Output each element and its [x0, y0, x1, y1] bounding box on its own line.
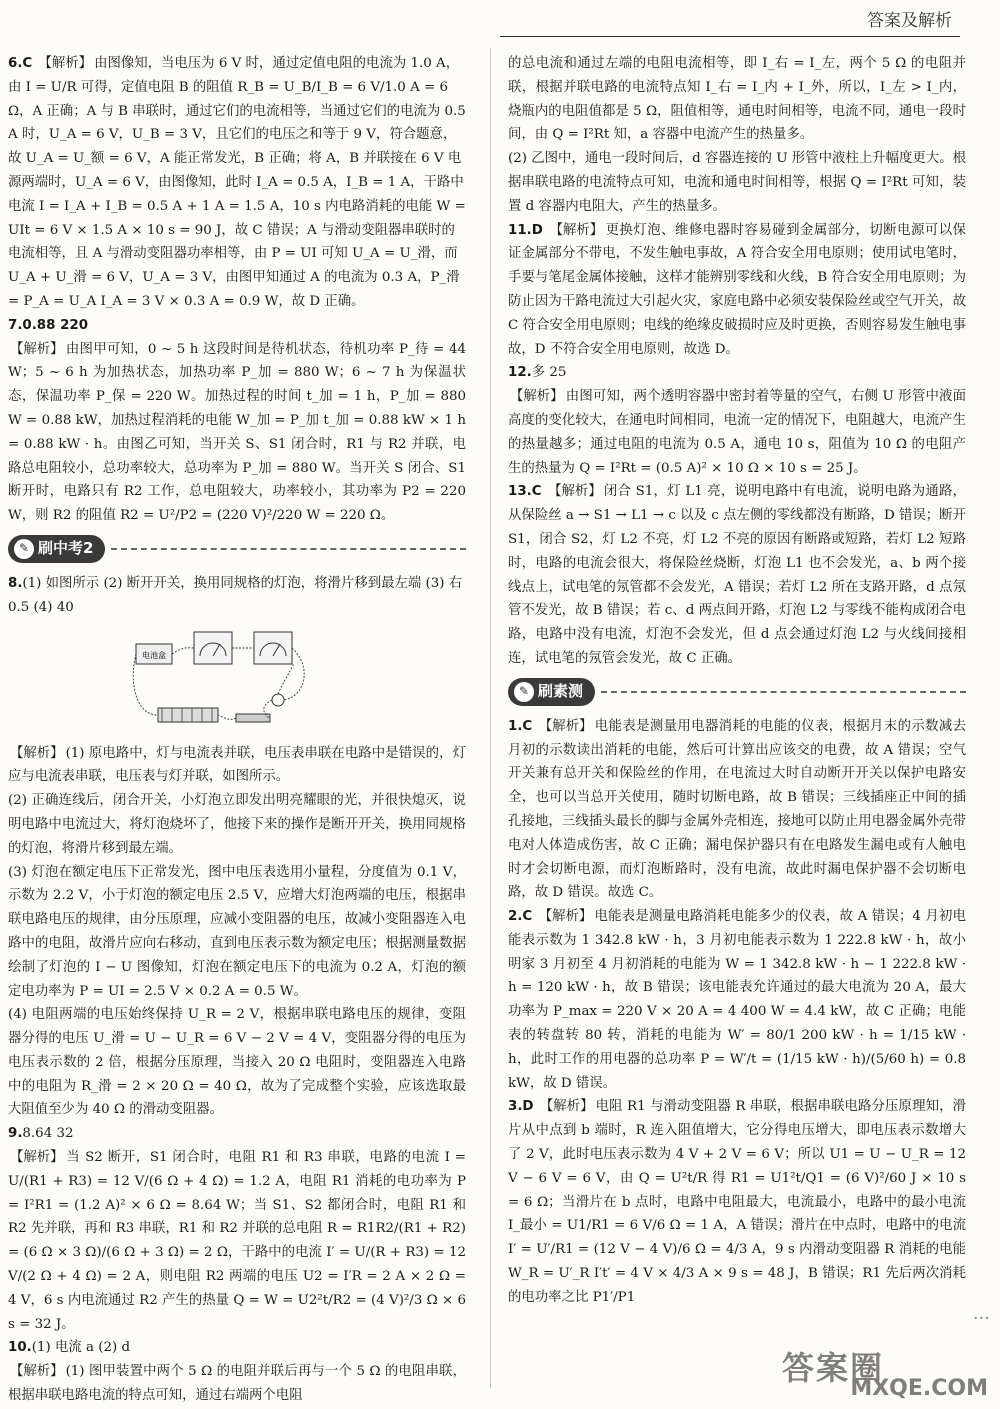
suce-question-1 — [508, 715, 966, 905]
analysis-text: 由图像知，当电压为 6 V 时，通过定值电阻的电流为 1.0 A，由 I = U/R 可得，定值电阻 B 的阻值 R_B = U_B/I_B = 6 V/1.0 A = 6 Ω，A 正确；A 与 B 串联时，通过它们的电流相等，当通过它们的电流为 0.5 A 时，U_A = 6 V，U_B = 3 V，且它们的电压之和等于 9 V，符合题意，故 U_A = U_额 = 6 V，A 能正常发光，B 正确；将 A，B 并联接在 6 V 电源两端时，U_A = 6 V，由图像知，此时 I_A = 0.5 A，I_B = 1 A，干路中电流 I = I_A + I_B = 0.5 A + 1 A = 1.5 A，10 s 内电路消耗的电能 W = UIt = 6 V × 1.5 A × 10 s = 90 J，故 C 错误；A 与滑动变阻器串联时的电流相等，且 A 与滑动变阻器功率相等，由 P = UI 可知 U_A = U_滑，而 U_A + U_滑 = 6 V，U_A = 3 V，由图甲知通过 A 的电流为 0.3 A，P_滑 = P_A = U_A I_A = 3 V × 0.3 A = 0.9 W，故 D 正确。 — [8, 56, 466, 309]
analysis-text: (2) 正确连线后，闭合开关，小灯泡立即发出明亮耀眼的光，并很快熄灭，说明电路中电流过大，将灯泡烧坏了，他接下来的操作是断开开关，换用同规格的灯泡，将滑片移到最左端。 — [8, 793, 466, 856]
analysis-text: 电阻 R1 与滑动变阻器 R 串联，根据串联电路分压原理知，滑片从中点到 b 端时，R 连入阻值增大，它分得电压增大，即电压表示数增大了 2 V，此时电压表示数为 4 V + 2 V = 6 V；所以 U1 = U − U_R = 12 V − 6 V = 6 V，由 Q = U²t/R 得 R1 = U1²t/Q1 = (6 V)²/60 J × 10 s = 6 Ω；当滑片在 b 点时，电路中电阻最大，电流最小，电路中的最小电流 I_最小 = U1/R1 = 6 V/6 Ω = 1 A，A 错误；滑片在中点时，电路中的电流 I′ = U′/R1 = (12 V − 4 V)/6 Ω = 4/3 A，9 s 内滑动变阻器 R 消耗的电能 W_R = U′_R I′t′ = 4 V × 4/3 A × 9 s = 48 J，B 错误；R1 先后两次消耗的电功率之比 P1′/P1 — [508, 1099, 966, 1305]
question-number: 1. — [508, 718, 523, 734]
section-banner-suce — [508, 677, 966, 707]
analysis-text: (1) 原电路中，灯与电流表并联，电压表串联在电路中是错误的，灯应与电流表串联，电压表与灯并联，如图所示。 — [8, 745, 466, 785]
question-number: 12. — [508, 365, 532, 381]
analysis-tag: 【解析】 — [38, 56, 93, 71]
banner-label — [508, 678, 595, 706]
page-dots: ··· — [972, 1308, 990, 1329]
answer-letter: D — [531, 222, 543, 238]
question-8-analysis — [8, 742, 466, 790]
analysis-tag: 【解析】 — [10, 341, 64, 357]
pencil-icon: ✎ — [514, 682, 534, 702]
question-number: 11. — [508, 222, 532, 238]
battery-box-label: 电池盒 — [142, 650, 166, 660]
watermark-logo-text: 答案圈 — [782, 1349, 885, 1387]
question-number: 3. — [508, 1099, 523, 1115]
question-6 — [8, 52, 466, 314]
answer-text: (1) 电流 a (2) d — [31, 1340, 131, 1356]
suce-question-2 — [508, 905, 966, 1095]
analysis-tag: 【解析】 — [538, 718, 593, 734]
banner-text: 刷中考2 — [38, 539, 94, 558]
question-number: 8. — [8, 575, 23, 591]
circuit-diagram — [128, 626, 318, 736]
analysis-tag: 【解析】 — [548, 484, 602, 500]
analysis-tag: 【解析】 — [10, 1364, 64, 1380]
left-column — [8, 52, 466, 1408]
banner-label — [8, 535, 105, 563]
analysis-text: (1) 图甲装置中两个 5 Ω 的电阻并联后再与一个 5 Ω 的电阻串联，根据串联电路电流的特点可知，通过右端两个电阻 — [8, 1364, 466, 1404]
question-8 — [8, 572, 466, 620]
analysis-text: 当 S2 断开，S1 闭合时，电阻 R1 和 R3 串联，电路的电流 I = U/(R1 + R3) = 12 V/(6 Ω + 4 Ω) = 1.2 A，电阻 R1 消耗的电功率为 P = I²R1 = (1.2 A)² × 6 Ω = 8.64 W；当 S1、S2 都闭合时，电阻 R1 和 R2 先并联，再和 R3 串联，R1 和 R2 并联的总电阻 R = R1R2/(R1 + R2) = (6 Ω × 3 Ω)/(6 Ω + 3 Ω) = 2 Ω，干路中的电流 I′ = U/(R + R3) = 12 V/(2 Ω + 4 Ω) = 2 A，则电阻 R2 两端的电压 U2 = I′R = 2 A × 2 Ω = 4 V，6 s 内电流通过 R2 产生的热量 Q = W = U2²t/R2 = (4 V)²/3 Ω × 6 s = 32 J。 — [8, 1150, 466, 1332]
analysis-text: (4) 电阻两端的电压始终保持 U_R = 2 V，根据串联电路电压的规律，变阻器分得的电压 U_滑 = U − U_R = 6 V − 2 V = 4 V，变阻器分得的电压为电压表示数的 2 倍，根据分压原理，当接入 20 Ω 电阻时，变阻器连入电路中的电阻为 R_滑 = 2 × 20 Ω = 40 Ω，故为了完成整个实验，应该选取最大阻值至少为 40 Ω 的滑动变阻器。 — [8, 1007, 466, 1118]
question-13 — [508, 480, 966, 670]
suce-question-3 — [508, 1095, 966, 1309]
analysis-text: (2) 乙图中，通电一段时间后，d 容器连接的 U 形管中液柱上升幅度更大。根据串联电路的电流特点可知，电流和通电时间相等，根据 Q = I²Rt 可知，装置 d 容器内电阻大，产生的热量多。 — [508, 151, 966, 214]
rheostat — [158, 708, 218, 722]
header-rule — [500, 36, 960, 37]
analysis-tag: 【解析】 — [539, 1099, 594, 1115]
analysis-tag: 【解析】 — [10, 1150, 64, 1166]
watermark-logo — [782, 1343, 992, 1403]
pencil-icon: ✎ — [14, 539, 34, 559]
question-number: 6. — [8, 56, 23, 71]
analysis-text: 的总电流和通过左端的电阻电流相等，即 I_右 = I_左，两个 5 Ω 的电阻并联，根据并联电路的电流特点知 I_右 = I_内 + I_外，所以，I_左 > I_内，烧瓶内的电阻值都是 5 Ω，阻值相等，通电时间相等，电流不同，通电一段时间，由 Q = I²Rt 知，a 容器中电流产生的热量多。 — [508, 56, 966, 143]
banner-dashed-line — [111, 548, 466, 550]
analysis-text: 闭合 S1，灯 L1 亮，说明电路中有电流，说明电路为通路，从保险丝 a → S1 → L1 → c 以及 c 点左侧的零线都没有断路，D 错误；断开 S1，闭合 S2，灯 L2 不亮，灯 L2 不亮的原因有断路或短路，若灯 L2 短路时，电路的电流会很大，将保险丝烧断，灯泡 L1 也不会发光，a、b 两个接线点上，试电笔的氖管都不会发光，A 错误；若灯 L2 所在支路开路，d 点氖管不发光，故 B 错误；若 c、d 两点间开路，灯泡 L2 与零线不能构成闭合电路，电路中没有电流，灯泡不会发光，但 d 点会通过灯泡 L2 与火线间接相连，试电笔的氖管会发光，故 C 正确。 — [508, 484, 966, 666]
header-title: 答案及解析 — [867, 11, 952, 31]
right-column — [508, 52, 966, 1310]
answer-text: (1) 如图所示 (2) 断开开关，换用同规格的灯泡，将滑片移到最左端 (3) 右 0.5 (4) 40 — [8, 575, 463, 615]
question-number: 7. — [8, 317, 23, 333]
answer-letter: C — [22, 56, 33, 71]
answer-text: 多 25 — [531, 365, 567, 381]
page-header — [0, 0, 1000, 40]
banner-text: 刷素测 — [538, 681, 584, 700]
answer-letter: C — [522, 909, 533, 925]
answer-text: 8.64 32 — [22, 1126, 74, 1142]
analysis-tag: 【解析】 — [538, 909, 593, 925]
analysis-text: 更换灯泡、维修电器时容易碰到金属部分，切断电源可以保证金属部分不带电，不发生触电事故，A 符合安全用电原则；使用试电笔时，手要与笔尾金属体接触，这样才能辨别零线和火线，B 符合安全用电原则；为防止因为干路电流过大引起火灾，家庭电路中必须安装保险丝或空气开关，故 C 符合安全用电原则；电线的绝缘皮破损时应及时更换，否则容易发生触电事故，D 不符合安全用电原则，故选 D。 — [508, 222, 966, 357]
question-11 — [508, 219, 966, 362]
question-number: 9. — [8, 1126, 23, 1142]
watermark-site-text: MXQE.COM — [850, 1376, 988, 1401]
column-divider — [490, 48, 491, 1388]
question-7-analysis — [8, 338, 466, 528]
question-9 — [8, 1122, 466, 1146]
switch — [236, 714, 270, 722]
question-number: 13. — [508, 484, 532, 500]
analysis-tag: 【解析】 — [10, 745, 64, 761]
answer-letter: D — [522, 1099, 534, 1115]
question-10 — [8, 1336, 466, 1360]
voltmeter — [254, 632, 292, 664]
analysis-text: 电能表是测量用电器消耗的电能的仪表，根据月末的示数减去月初的示数读出消耗的电能，然后可计算出应该交的电费，故 A 错误；空气开关兼有总开关和保险丝的作用，在电流过大时自动断开开关以保护电路安全，也可以当总开关使用，随时切断电路，故 B 错误；三线插座正中间的插孔接地，三线插头最长的脚与金属外壳相连，接地可以防止用电器金属外壳带电对人体造成伤害，故 C 正确；漏电保护器只有在电路发生漏电或有人触电时才会切断电源，而灯泡断路时，没有电流，故此时漏电保护器不会切断电路，故 D 错误。故选 C。 — [508, 718, 967, 901]
analysis-text: 电能表是测量电路消耗电能多少的仪表，故 A 错误；4 月初电能表示数为 1 342.8 kW · h，3 月初电能表示数为 1 222.8 kW · h，故小明家 3 月初至 4 月初消耗的电能为 W = 1 342.8 kW · h − 1 222.8 kW · h = 120 kW · h，故 B 错误；该电能表允许通过的最大电流为 20 A，最大功率为 P_max = 220 V × 20 A = 4 400 W = 4.4 kW，故 C 正确；电能表的转盘转 80 转，消耗的电能为 W′ = 80/1 200 kW · h = 1/15 kW · h，此时工作的用电器的总功率 P = W′/t = (1/15 kW · h)/(5/60 h) = 0.8 kW，故 D 错误。 — [508, 909, 966, 1091]
analysis-tag: 【解析】 — [549, 222, 604, 238]
answer-text: 0.88 220 — [22, 317, 89, 333]
question-number: 10. — [8, 1340, 32, 1356]
ammeter — [194, 632, 232, 664]
analysis-tag: 【解析】 — [510, 389, 564, 405]
question-10-analysis — [8, 1360, 466, 1408]
lamp — [272, 694, 284, 706]
banner-dashed-line — [601, 691, 966, 693]
analysis-text: 由图可知，两个透明容器中密封着等量的空气，右侧 U 形管中液面高度的变化较大，在通电时间相同，电流一定的情况下，电阻越大，电流产生的热量越多；通过电阻的电流为 0.5 A，通电 10 s，阻值为 10 Ω 的电阻产生的热量为 Q = I²Rt = (0.5 A)² × 10 Ω × 10 s = 25 J。 — [508, 389, 966, 476]
question-12 — [508, 361, 966, 480]
analysis-text: 由图甲可知，0 ~ 5 h 这段时间是待机状态，待机功率 P_待 = 44 W；5 ~ 6 h 为加热状态，加热功率 P_加 = 880 W；6 ~ 7 h 为保温状态，保温功率 P_保 = 220 W。加热过程的时间 t_加 = 1 h，P_加 = 880 W = 0.88 kW，加热过程消耗的电能 W_加 = P_加 t_加 = 0.88 kW × 1 h = 0.88 kW · h。由图乙可知，当开关 S、S1 闭合时，R1 与 R2 并联，电路总电阻较小，总功率较大，总功率为 P_加 = 880 W。当开关 S 闭合、S1 断开时，电路只有 R2 工作，总电阻较大，功率较小，其功率为 P2 = 220 W，则 R2 的阻值 R2 = U²/P2 = (220 V)²/220 W = 220 Ω。 — [8, 341, 466, 524]
answer-letter: C — [531, 484, 542, 500]
question-number: 2. — [508, 909, 523, 925]
question-9-analysis — [8, 1146, 466, 1336]
answer-letter: C — [522, 718, 533, 734]
analysis-text: (3) 灯泡在额定电压下正常发光，图中电压表选用小量程，分度值为 0.1 V，示数为 2.2 V，小于灯泡的额定电压 2.5 V，应增大灯泡两端的电压，根据串联电路电压的规律，由分压原理，应减小变阻器的电压，故减小变阻器连入电路中的电阻，故滑片应向右移动，直到电压表示数为额定电压；根据测量数据绘制了灯泡的 I − U 图像知，灯泡在额定电压下的电流为 0.2 A，灯泡的额定电功率为 P = UI = 2.5 V × 0.2 A = 0.5 W。 — [8, 864, 466, 999]
section-banner-zhongkao — [8, 534, 466, 564]
question-7 — [8, 314, 466, 338]
